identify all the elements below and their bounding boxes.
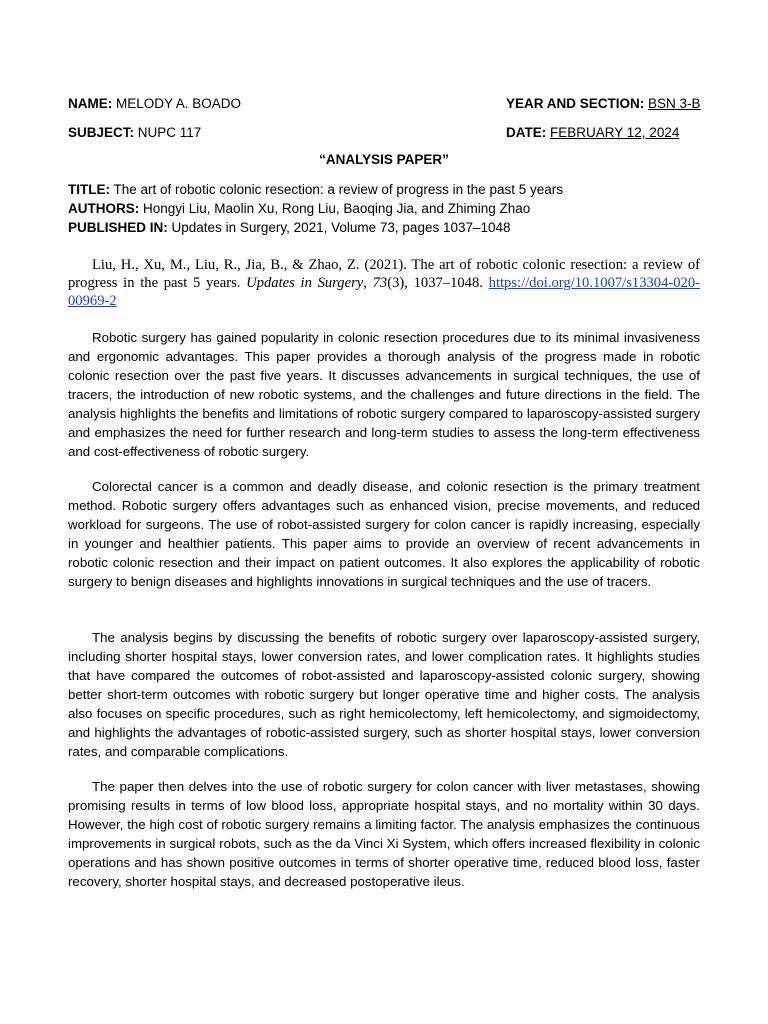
year-section-line <box>506 96 701 111</box>
doi-link[interactable]: https://doi.org/10.1007/s13304-020-00969-2 <box>68 275 700 309</box>
citation-volume: 73 <box>372 275 388 291</box>
name-line <box>68 96 241 111</box>
authors-label: AUTHORS: <box>68 201 140 216</box>
paragraph-1: Robotic surgery has gained popularity in colonic resection procedures due to its minimal invasiveness and ergonomic advantages. This paper provides a thorough analysis of the progress made in robotic colonic resection over the past five years. It discusses advancements in surgical techniques, the use of tracers, the introduction of new robotic systems, and the challenges and future directions in the field. The analysis highlights the benefits and limitations of robotic surgery compared to laparoscopy-assisted surgery and emphasizes the need for further research and long-term studies to assess the long-term effectiveness and cost-effectiveness of robotic surgery. <box>68 330 700 459</box>
title-label: TITLE: <box>68 182 110 197</box>
paragraph-3: The analysis begins by discussing the benefits of robotic surgery over laparoscopy-assisted surgery, including shorter hospital stays, lower conversion rates, and lower complication rates. It highlights studies that have compared the outcomes of robot-assisted and laparoscopy-assisted colonic surgery, showing better short-term outcomes with robotic surgery but longer operative time and higher costs. The analysis also focuses on specific procedures, such as right hemicolectomy, left hemicolectomy, and sigmoidectomy, and highlights the advantages of robotic-assisted surgery, such as shorter hospital stays, lower conversion rates, and comparable complications. <box>68 630 700 759</box>
year-section-label: YEAR AND SECTION: <box>506 96 645 111</box>
document-title: “ANALYSIS PAPER” <box>319 152 449 167</box>
authors-line <box>68 201 530 216</box>
published-line <box>68 220 511 235</box>
published-value: Updates in Surgery, 2021, Volume 73, pages 1037–1048 <box>171 220 511 235</box>
name-value: MELODY A. BOADO <box>116 96 242 111</box>
citation-text: Liu, H., Xu, M., Liu, R., Jia, B., & Zhao, Z. (2021). The art of robotic colonic resection: a review of progress in the past 5 years. <box>68 257 700 291</box>
date-value: FEBRUARY 12, 2024 <box>550 125 680 140</box>
title-value: The art of robotic colonic resection: a review of progress in the past 5 years <box>113 182 563 197</box>
subject-label: SUBJECT: <box>68 125 135 140</box>
published-label: PUBLISHED IN: <box>68 220 168 235</box>
authors-value: Hongyi Liu, Maolin Xu, Rong Liu, Baoqing Jia, and Zhiming Zhao <box>143 201 531 216</box>
apa-citation: Liu, H., Xu, M., Liu, R., Jia, B., & Zhao, Z. (2021). The art of robotic colonic resection: a review of progress in the past 5 years. Updates in Surgery, 73(3), 1037–1048. https://doi.org/10.1007/s13304-020-00969-2 <box>68 257 700 309</box>
citation-issue-pages: (3), 1037–1048. <box>387 275 483 291</box>
year-section-value: BSN 3-B <box>648 96 701 111</box>
date-line <box>506 125 679 140</box>
subject-line <box>68 125 201 140</box>
subject-value: NUPC 117 <box>137 125 202 140</box>
title-line <box>68 182 563 197</box>
date-label: DATE: <box>506 125 547 140</box>
name-label: NAME: <box>68 96 113 111</box>
paragraph-2: Colorectal cancer is a common and deadly disease, and colonic resection is the primary treatment method. Robotic surgery offers advantages such as enhanced vision, precise movements, and reduced workload for surgeons. The use of robot-assisted surgery for colon cancer is rapidly increasing, especially in younger and healthier patients. This paper aims to provide an overview of recent advancements in robotic colonic resection and their impact on patient outcomes. It also explores the applicability of robotic surgery to benign diseases and highlights innovations in surgical techniques and the use of tracers. <box>68 479 700 589</box>
citation-journal: Updates in Surgery <box>246 275 364 291</box>
paragraph-4: The paper then delves into the use of robotic surgery for colon cancer with liver metastases, showing promising results in terms of low blood loss, appropriate hospital stays, and no mortality within 30 days. However, the high cost of robotic surgery remains a limiting factor. The analysis emphasizes the continuous improvements in surgical robots, such as the da Vinci Xi System, which offers increased flexibility in colonic operations and has shown positive outcomes in terms of shorter operative time, reduced blood loss, faster recovery, shorter hospital stays, and decreased postoperative ileus. <box>68 779 700 889</box>
